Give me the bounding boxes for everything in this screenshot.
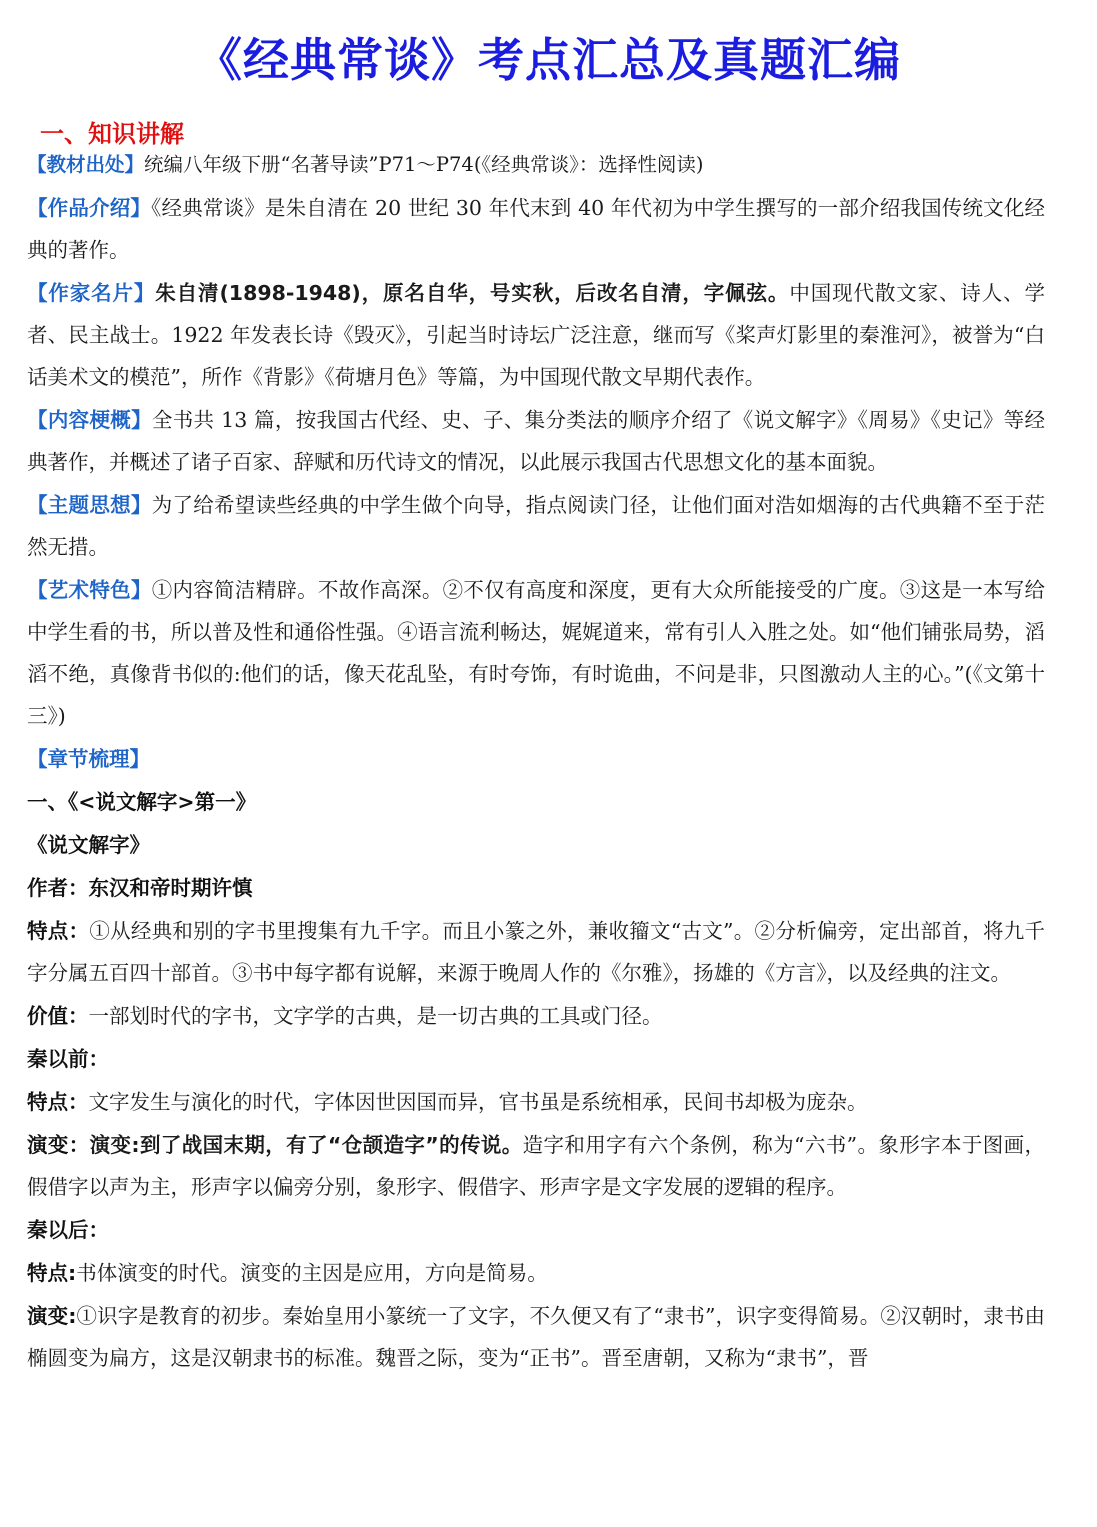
intro-paragraph bbox=[27, 187, 1045, 271]
features-text: ①从经典和别的字书里搜集有九千字。而且小篆之外，兼收籀文“古文”。②分析偏旁，定出部首，将九千字分属五百四十部首。③书中每字都有说解，来源于晚周人作的《尔雅》，扬雄的《方言》，以及经典的注文。 bbox=[27, 919, 1046, 985]
summary-paragraph bbox=[27, 399, 1045, 483]
pre-qin-evolution-label: 演变： bbox=[27, 1133, 90, 1157]
art-paragraph bbox=[27, 569, 1045, 737]
summary-text: 全书共 13 篇，按我国古代经、史、子、集分类法的顺序介绍了《说文解字》《周易》《史记》等经典著作，并概述了诸子百家、辞赋和历代诗文的情况，以此展示我国古代思想文化的基本面貌。 bbox=[27, 408, 1045, 474]
theme-tag: 【主题思想】 bbox=[27, 493, 152, 517]
value-paragraph bbox=[27, 995, 1045, 1037]
source-paragraph bbox=[27, 144, 1045, 186]
author-text: 中国现代散文家、诗人、学者、民主战士。1922 年发表长诗《毁灭》，引起当时诗坛广泛注意，继而写《桨声灯影里的秦淮河》，被誉为“白话美术文的模范”，所作《背影》《荷塘月色》等篇，为中国现代散文早期代表作。 bbox=[27, 281, 1046, 389]
post-qin-features-text: 书体演变的时代。演变的主因是应用，方向是简易。 bbox=[76, 1261, 548, 1285]
pre-qin-heading: 秦以前： bbox=[27, 1047, 109, 1071]
theme-text: 为了给希望读些经典的中学生做个向导，指点阅读门径，让他们面对浩如烟海的古代典籍不至于茫然无措。 bbox=[27, 493, 1045, 559]
source-text: 统编八年级下册“名著导读”P71～P74(《经典常谈》：选择性阅读) bbox=[144, 153, 704, 176]
art-text: ①内容简洁精辟。不故作高深。②不仅有高度和深度，更有大众所能接受的广度。③这是一本写给中学生看的书，所以普及性和通俗性强。④语言流利畅达，娓娓道来，常有引人入胜之处。如“他们铺张局势，滔滔不绝，真像背书似的:他们的话，像天花乱坠，有时夸饰，有时诡曲，不问是非，只图激动人主的心。”(《文第十三》) bbox=[27, 578, 1045, 728]
author-paragraph bbox=[27, 272, 1045, 398]
pre-qin-evolution-bold: 演变:到了战国末期，有了“仓颉造字”的传说。 bbox=[89, 1133, 523, 1157]
chapters-tag: 【章节梳理】 bbox=[27, 747, 150, 771]
features-paragraph bbox=[27, 910, 1045, 994]
section-heading: 一、知识讲解 bbox=[40, 120, 184, 148]
chapters-heading bbox=[27, 738, 1045, 780]
pre-qin-evolution-text: 造字和用字有六个条例，称为“六书”。象形字本于图画，假借字以声为主，形声字以偏旁分别，象形字、假借字、形声字是文字发展的逻辑的程序。 bbox=[27, 1133, 1045, 1199]
post-qin-heading: 秦以后： bbox=[27, 1218, 109, 1242]
author-tag: 【作家名片】 bbox=[27, 281, 156, 305]
author-bold-text: 朱自清(1898-1948)，原名自华，号实秋，后改名自清，字佩弦。 bbox=[155, 281, 790, 305]
features-label: 特点： bbox=[27, 919, 90, 943]
value-text: 一部划时代的字书，文字学的古典，是一切古典的工具或门径。 bbox=[88, 1004, 663, 1028]
art-tag: 【艺术特色】 bbox=[27, 578, 152, 602]
intro-text: 《经典常谈》是朱自清在 20 世纪 30 年代末到 40 年代初为中学生撰写的一部介绍我国传统文化经典的著作。 bbox=[27, 196, 1045, 262]
summary-tag: 【内容梗概】 bbox=[27, 408, 152, 432]
value-label: 价值： bbox=[27, 1004, 89, 1028]
post-qin-evolution-text: ①识字是教育的初步。秦始皇用小篆统一了文字，不久便又有了“隶书”，识字变得简易。②汉朝时，隶书由椭圆变为扁方，这是汉朝隶书的标准。魏晋之际，变为“正书”。晋至唐朝，又称为“隶书”，晋 bbox=[27, 1304, 1045, 1370]
theme-paragraph bbox=[27, 484, 1045, 568]
author-line: 作者：东汉和帝时期许慎 bbox=[27, 876, 253, 900]
pre-qin-features-paragraph bbox=[27, 1081, 1045, 1123]
pre-qin-features-text: 文字发生与演化的时代，字体因世因国而异，官书虽是系统相承，民间书却极为庞杂。 bbox=[88, 1090, 868, 1114]
page-title: 《经典常谈》考点汇总及真题汇编 bbox=[196, 33, 901, 87]
post-qin-evolution-label: 演变: bbox=[27, 1304, 77, 1328]
chapter-1-title: 一、《<说文解字>第一》 bbox=[27, 790, 257, 814]
pre-qin-features-label: 特点： bbox=[27, 1090, 89, 1114]
post-qin-evolution-paragraph bbox=[27, 1295, 1045, 1379]
post-qin-features-paragraph bbox=[27, 1252, 1045, 1294]
intro-tag: 【作品介绍】 bbox=[27, 196, 152, 220]
document-body bbox=[27, 144, 1045, 1379]
pre-qin-evolution-paragraph bbox=[27, 1124, 1045, 1208]
book-title: 《说文解字》 bbox=[27, 833, 150, 857]
source-tag: 【教材出处】 bbox=[27, 153, 145, 176]
post-qin-features-label: 特点: bbox=[27, 1261, 77, 1285]
